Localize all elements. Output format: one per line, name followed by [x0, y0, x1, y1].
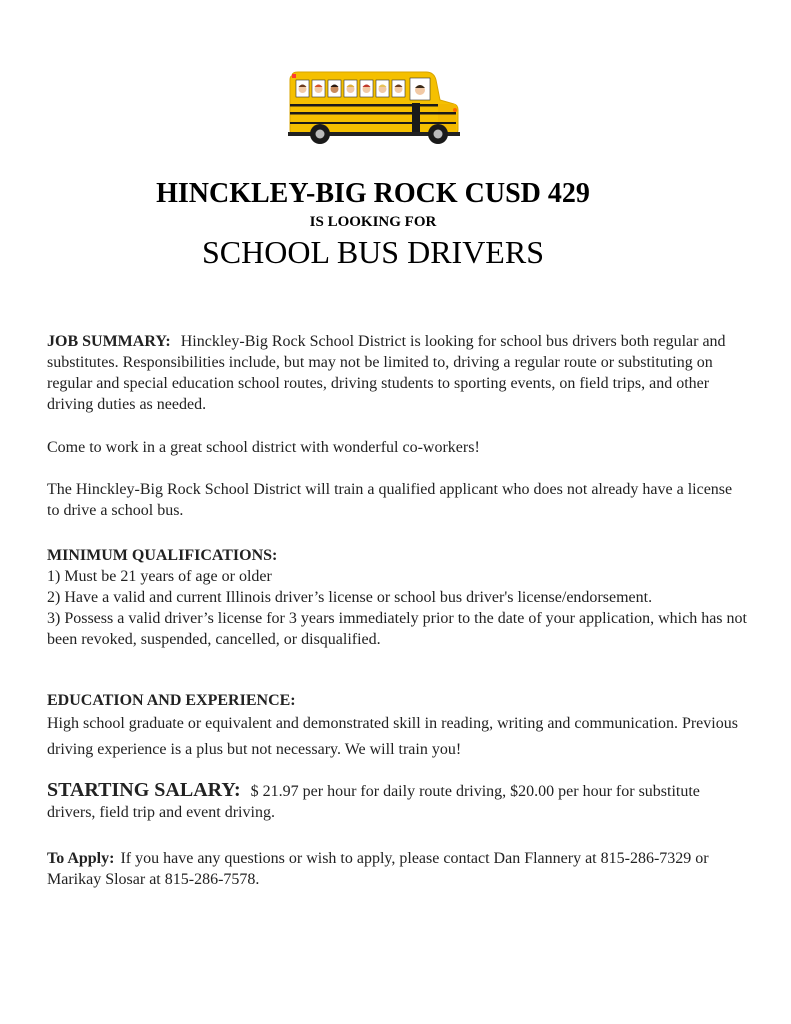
job-summary-section	[47, 331, 747, 415]
salary-text: $ 21.97 per hour for daily route driving, $20.00 per hour for substitute drivers, field trip and event driving.	[47, 783, 700, 821]
salary-label: STARTING SALARY:	[47, 779, 241, 801]
apply-label: To Apply:	[47, 850, 115, 867]
education-text: High school graduate or equivalent and demonstrated skill in reading, writing and communication. Previous driving experience is a plus but not necessary. We will train you!	[47, 715, 738, 758]
apply-section	[47, 848, 747, 890]
subtitle: IS LOOKING FOR	[309, 214, 437, 230]
education-section	[47, 690, 747, 763]
qualification-item: 2) Have a valid and current Illinois driver’s license or school bus driver's license/endorsement.	[47, 589, 653, 606]
qualification-item: 1) Must be 21 years of age or older	[47, 568, 272, 585]
salary-section	[47, 780, 747, 823]
apply-text: If you have any questions or wish to apply, please contact Dan Flannery at 815-286-7329 or Marikay Slosar at 815-286-7578.	[47, 850, 709, 888]
job-summary-text: Hinckley-Big Rock School District is looking for school bus drivers both regular and substitutes. Responsibilities include, but may not be limited to, driving a regular route or substituting on regular and special education school routes, driving students to sporting events, on field trips, and other driving duties as needed.	[47, 333, 726, 413]
school-bus-icon	[288, 70, 460, 146]
qualifications-section	[47, 545, 747, 650]
qualifications-label: MINIMUM QUALIFICATIONS:	[47, 547, 278, 564]
train-text: The Hinckley-Big Rock School District will train a qualified applicant who does not already have a license to drive a school bus.	[47, 481, 733, 519]
education-label: EDUCATION AND EXPERIENCE:	[47, 692, 296, 709]
qualification-item: 3) Possess a valid driver’s license for 3 years immediately prior to the date of your application, which has not been revoked, suspended, cancelled, or disqualified.	[47, 610, 747, 648]
headline: SCHOOL BUS DRIVERS	[202, 234, 544, 270]
come-to-work-text: Come to work in a great school district with wonderful co-workers!	[47, 439, 480, 456]
page-title: HINCKLEY-BIG ROCK CUSD 429	[156, 178, 590, 209]
job-summary-label: JOB SUMMARY:	[47, 333, 171, 350]
